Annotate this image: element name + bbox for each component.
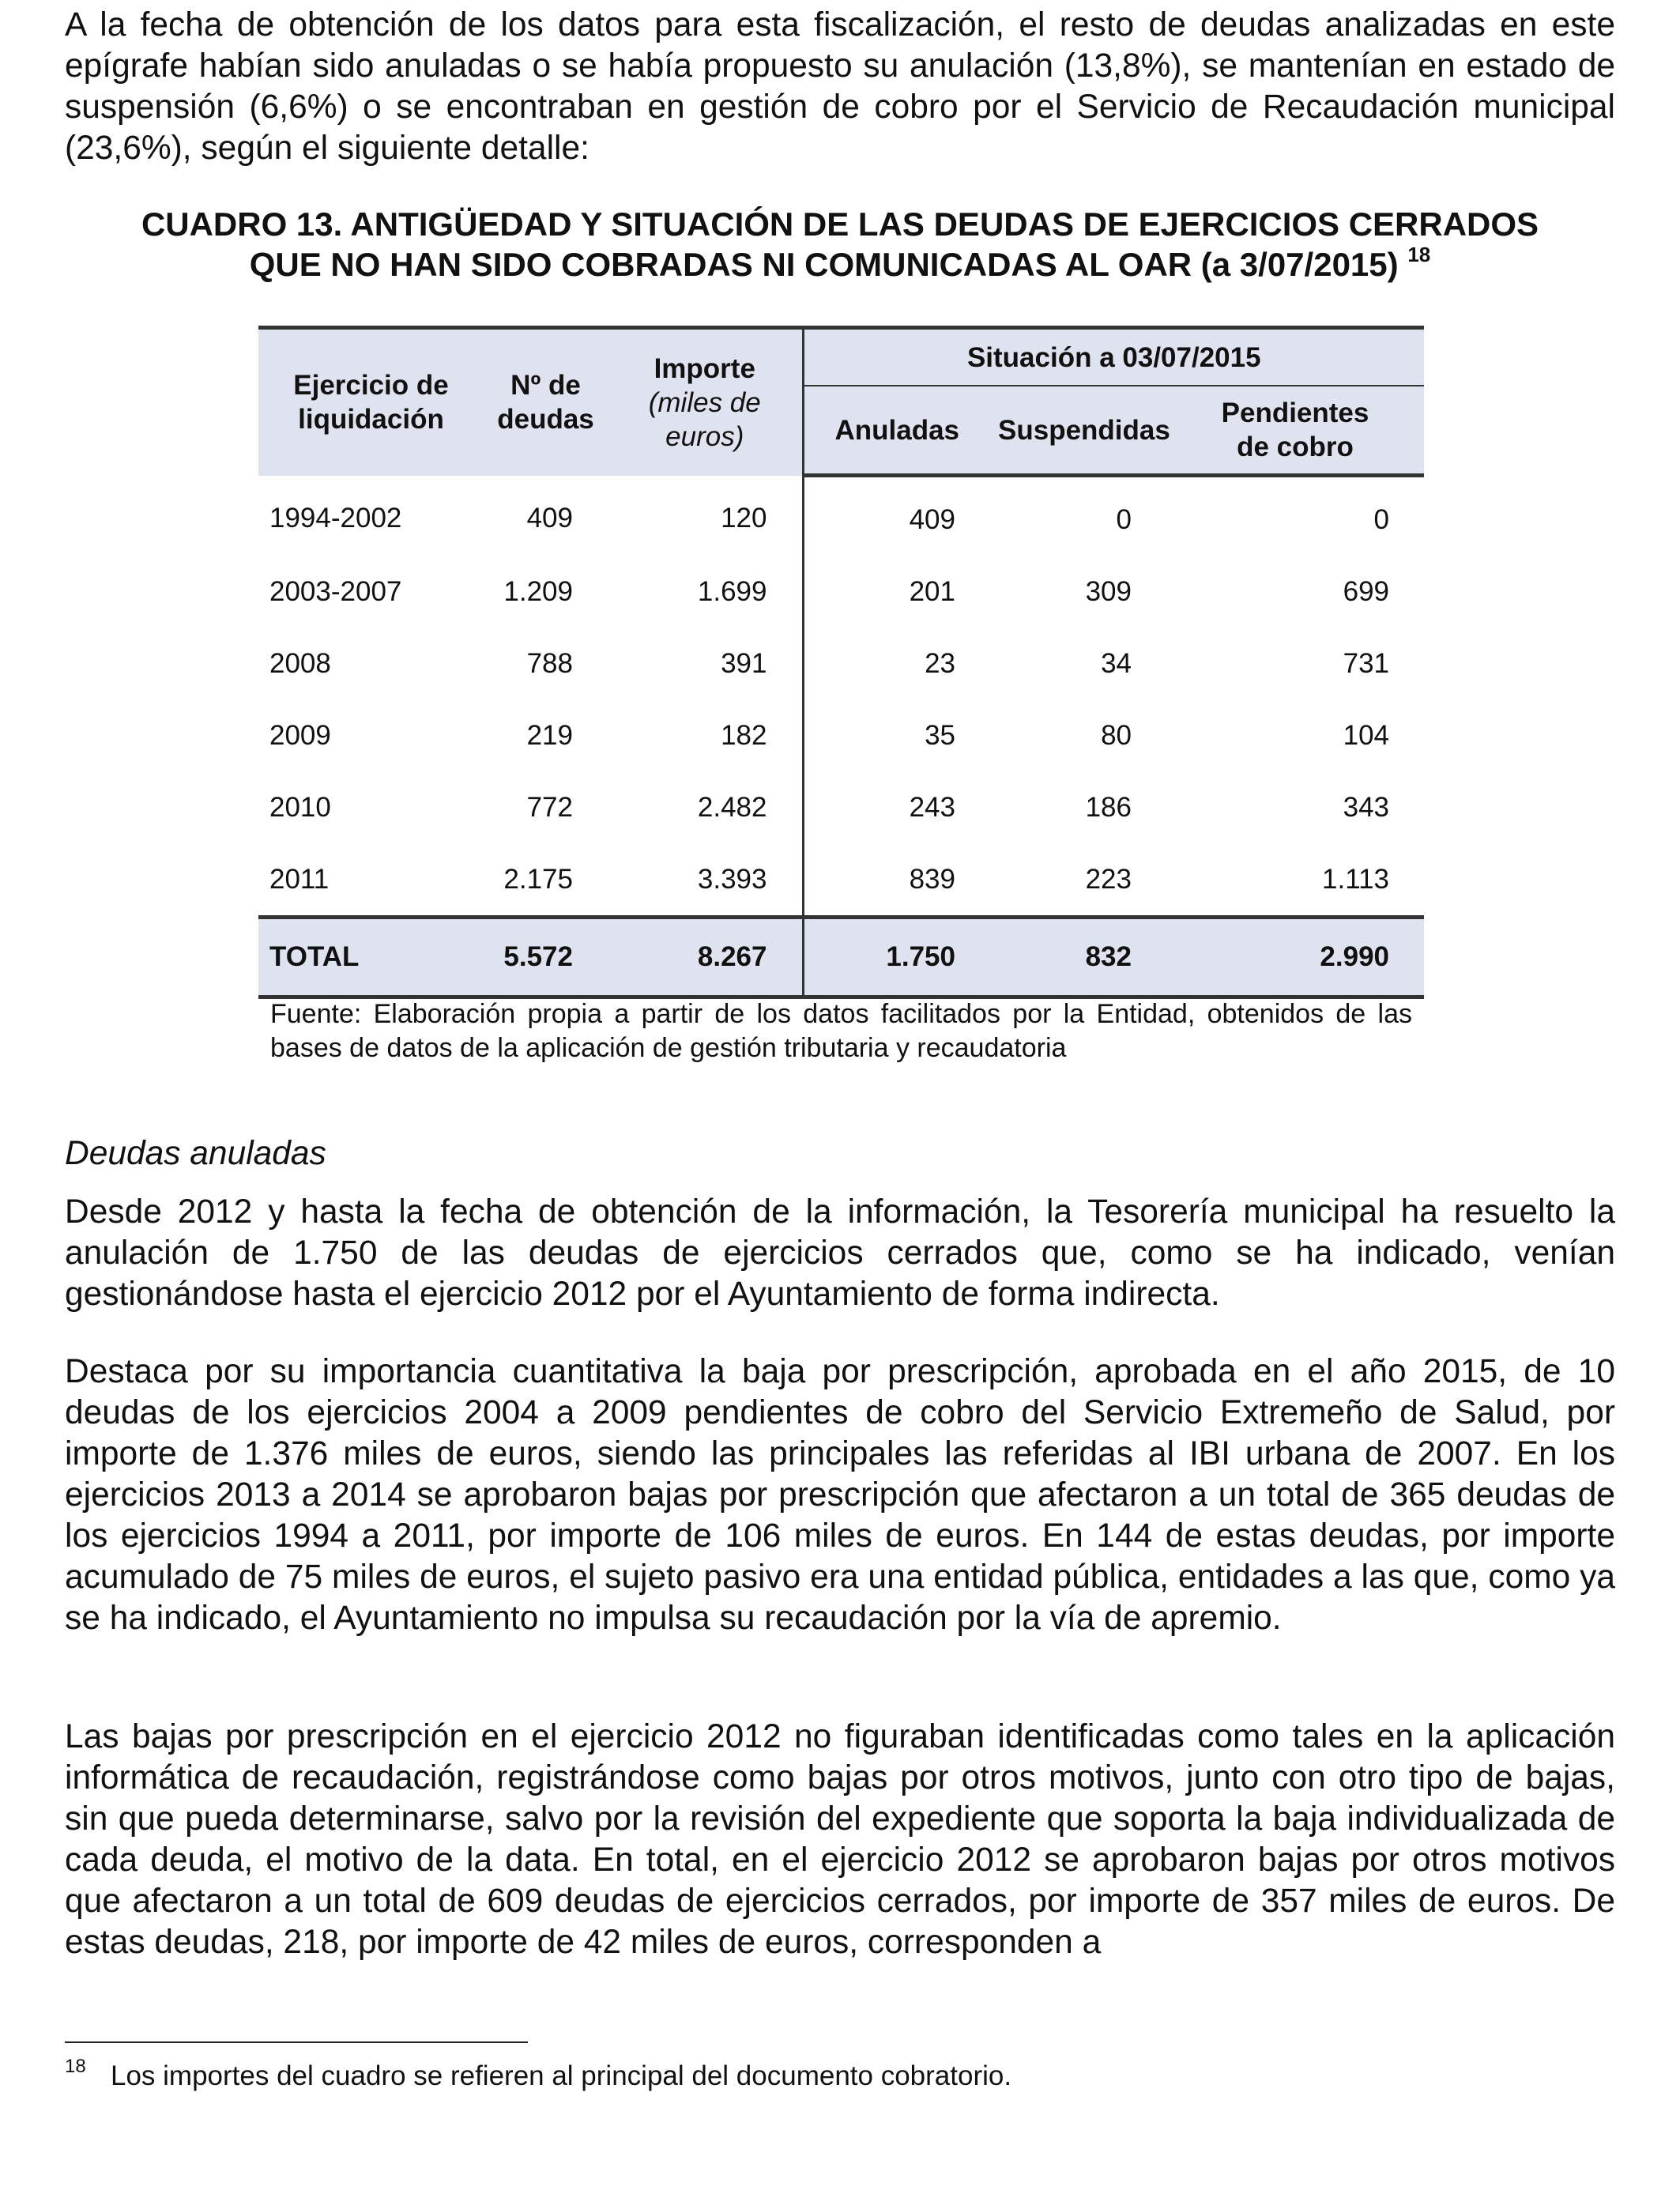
table-row: 2003-2007 1.209 1.699 201 309 699 xyxy=(258,556,1424,628)
header-anuladas: Anuladas xyxy=(803,386,990,476)
table-row: 2011 2.175 3.393 839 223 1.113 xyxy=(258,843,1424,918)
footnote-divider xyxy=(65,2041,528,2043)
table-row: 2009 219 182 35 80 104 xyxy=(258,699,1424,771)
footnote-reference[interactable]: 18 xyxy=(1407,243,1431,266)
table-row: 2010 772 2.482 243 186 343 xyxy=(258,771,1424,843)
header-pendientes: Pendientes de cobro xyxy=(1166,386,1424,476)
table-row: 1994-2002 409 120 409 0 0 xyxy=(258,476,1424,556)
debts-table xyxy=(258,326,1424,999)
paragraph-4: Las bajas por prescripción en el ejercicio 2012 no figuraban identificadas como tales en la aplicación informática de recaudación, registrándose como bajas por otros motivos, junto con otro tipo de bajas, sin que pueda determinarse, salvo por la revisión del expediente que soporta la baja individualizada de cada deuda, el motivo de la data. En total, en el ejercicio 2012 se aprobaron bajas por otros motivos que afectaron a un total de 609 deudas de ejercicios cerrados, por importe de 357 miles de euros. De estas deudas, 218, por importe de 42 miles de euros, corresponden a xyxy=(65,1718,1615,1961)
header-importe: Importe (miles de euros) xyxy=(608,328,803,476)
section-heading: Deudas anuladas xyxy=(65,1135,326,1172)
header-situacion: Situación a 03/07/2015 xyxy=(803,328,1424,386)
header-num-deudas: Nº de deudas xyxy=(484,328,608,476)
header-ejercicio: Ejercicio de liquidación xyxy=(258,328,484,476)
paragraph-2: Desde 2012 y hasta la fecha de obtención de la información, la Tesorería municipal ha resuelto la anulación de 1.750 de las deudas de ejercicios cerrados que, como se ha indicado, venían gestionándose hasta el ejercicio 2012 por el Ayuntamiento de forma indirecta. xyxy=(65,1193,1615,1313)
table-title xyxy=(65,204,1615,285)
header-suspendidas: Suspendidas xyxy=(990,386,1166,476)
table-source-note: Fuente: Elaboración propia a partir de los datos facilitados por la Entidad, obtenidos de las bases de datos de la aplicación de gestión tributaria y recaudatoria xyxy=(270,999,1412,1063)
footnote-text: Los importes del cuadro se refieren al principal del documento cobratorio. xyxy=(111,2060,1012,2091)
intro-paragraph: A la fecha de obtención de los datos para esta fiscalización, el resto de deudas analizadas en este epígrafe habían sido anuladas o se había propuesto su anulación (13,8%), se mantenían en estado de suspensión (6,6%) o se encontraban en gestión de cobro por el Servicio de Recaudación municipal (23,6%), según el siguiente detalle: xyxy=(65,6,1615,167)
table-row: 2008 788 391 23 34 731 xyxy=(258,628,1424,699)
table-title-line-2: QUE NO HAN SIDO COBRADAS NI COMUNICADAS AL OAR (a 3/07/2015) xyxy=(249,246,1399,283)
table-title-line-1: CUADRO 13. ANTIGÜEDAD Y SITUACIÓN DE LAS DEUDAS DE EJERCICIOS CERRADOS xyxy=(141,205,1539,243)
table-total-row: TOTAL 5.572 8.267 1.750 832 2.990 xyxy=(258,918,1424,997)
paragraph-3: Destaca por su importancia cuantitativa la baja por prescripción, aprobada en el año 2015, de 10 deudas de los ejercicios 2004 a 2009 pendientes de cobro del Servicio Extremeño de Salud, por importe de 1.376 miles de euros, siendo las principales las referidas al IBI urbana de 2007. En los ejercicios 2013 a 2014 se aprobaron bajas por prescripción que afectaron a un total de 365 deudas de los ejercicios 1994 a 2011, por importe de 106 miles de euros. En 144 de estas deudas, por importe acumulado de 75 miles de euros, el sujeto pasivo era una entidad pública, entidades a las que, como ya se ha indicado, el Ayuntamiento no impulsa su recaudación por la vía de apremio. xyxy=(65,1353,1615,1637)
footnote: 18 Los importes del cuadro se refieren al principal del documento cobratorio. xyxy=(65,2056,1012,2091)
